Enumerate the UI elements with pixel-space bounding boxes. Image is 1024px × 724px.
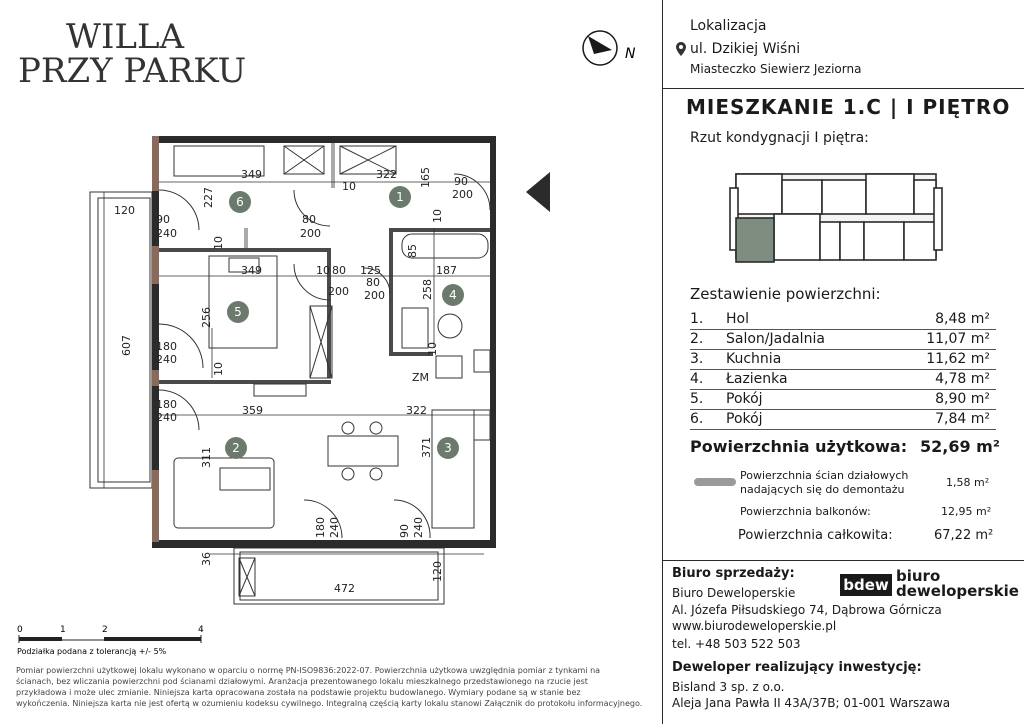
svg-text:180: 180 xyxy=(156,340,177,353)
svg-text:227: 227 xyxy=(202,187,215,208)
brand-line-1: WILLA xyxy=(66,17,185,57)
svg-text:359: 359 xyxy=(242,404,263,417)
svg-text:90: 90 xyxy=(398,524,411,538)
balcony-bottom xyxy=(234,548,444,604)
svg-text:90: 90 xyxy=(156,213,170,226)
svg-text:80: 80 xyxy=(302,213,316,226)
svg-text:125: 125 xyxy=(360,264,381,277)
logo-mark: bdew xyxy=(840,574,892,596)
svg-text:240: 240 xyxy=(156,227,177,240)
developer-name: Bisland 3 sp. z o.o. xyxy=(672,680,785,694)
developer-address: Aleja Jana Pawła II 43A/37B; 01-001 Warszawa xyxy=(672,696,951,710)
svg-text:ZM: ZM xyxy=(412,371,430,384)
svg-text:180: 180 xyxy=(156,398,177,411)
balcony-value: 12,95 m² xyxy=(941,505,992,518)
svg-text:607: 607 xyxy=(120,335,133,356)
scale-bar xyxy=(14,622,214,658)
svg-text:200: 200 xyxy=(328,285,349,298)
room-label-5: 5 xyxy=(234,305,242,319)
svg-text:240: 240 xyxy=(328,517,341,538)
svg-text:80: 80 xyxy=(366,276,380,289)
total-area-value: 67,22 m² xyxy=(934,528,994,543)
svg-text:240: 240 xyxy=(156,411,177,424)
room-label-2: 2 xyxy=(232,441,240,455)
sales-title: Biuro sprzedaży: xyxy=(672,566,795,581)
floor-plan-label: Rzut kondygnacji I piętra: xyxy=(690,130,869,146)
vertical-divider xyxy=(662,0,663,724)
compass-icon xyxy=(580,28,640,72)
logo-text-1: biuro xyxy=(896,567,941,585)
svg-text:0: 0 xyxy=(17,625,23,635)
svg-text:200: 200 xyxy=(452,188,473,201)
key-plan xyxy=(722,168,962,272)
map-pin-icon xyxy=(676,42,686,60)
svg-text:200: 200 xyxy=(300,227,321,240)
svg-text:371: 371 xyxy=(420,437,433,458)
logo-text-2: deweloperskie xyxy=(896,582,1019,600)
total-area-label: Powierzchnia całkowita: xyxy=(738,528,893,543)
svg-text:10: 10 xyxy=(316,264,330,277)
biuro-deweloperskie-logo xyxy=(840,567,1019,600)
svg-text:4: 4 xyxy=(198,625,204,635)
room-label-1: 1 xyxy=(396,190,404,204)
walls-label-1: Powierzchnia ścian działowych xyxy=(740,469,909,482)
svg-text:10: 10 xyxy=(342,180,356,193)
sales-name: Biuro Deweloperskie xyxy=(672,586,796,600)
room-row: 2. Salon/Jadalnia 11,07 m² xyxy=(690,330,996,350)
room-label-3: 3 xyxy=(444,441,452,455)
room-row: 1. Hol 8,48 m² xyxy=(690,310,996,330)
svg-text:240: 240 xyxy=(156,353,177,366)
divider-under-location xyxy=(662,88,1024,89)
svg-text:322: 322 xyxy=(376,168,397,181)
walls-label-2: nadających się do demontażu xyxy=(740,483,905,496)
svg-text:322: 322 xyxy=(406,404,427,417)
svg-text:258: 258 xyxy=(421,279,434,300)
svg-text:240: 240 xyxy=(412,517,425,538)
svg-text:2: 2 xyxy=(102,625,108,635)
usable-area-label: Powierzchnia użytkowa: xyxy=(690,437,908,456)
sales-address: Al. Józefa Piłsudskiego 74, Dąbrowa Górnicza xyxy=(672,603,942,617)
apartment-title: MIESZKANIE 1.C | I PIĘTRO xyxy=(686,95,1011,119)
walls-value: 1,58 m² xyxy=(946,476,990,489)
svg-text:36: 36 xyxy=(200,552,213,566)
location-street: ul. Dzikiej Wiśni xyxy=(690,41,801,57)
location-title: Lokalizacja xyxy=(690,18,767,34)
sales-phone[interactable]: tel. +48 503 522 503 xyxy=(672,637,801,651)
compass-label: N xyxy=(625,46,636,62)
svg-text:180: 180 xyxy=(314,517,327,538)
entrance-arrow-icon xyxy=(526,172,550,212)
balcony-label: Powierzchnia balkonów: xyxy=(740,505,871,518)
room-label-6: 6 xyxy=(236,195,244,209)
demolition-walls-swatch xyxy=(694,478,736,486)
svg-text:10: 10 xyxy=(426,342,439,356)
rooms-table xyxy=(690,310,996,430)
sales-website-link[interactable]: www.biurodeweloperskie.pl xyxy=(672,619,837,633)
disclaimer: Pomiar powierzchni użytkowej lokalu wykonano w oparciu o normę PN-ISO9836:2022-07. Powierzchnia użytkowa uwzględnia pomiar z tynkami na ścianach, bez wliczania powierzchni pod ścianami działowymi. Aranżacja prezentowanego lokalu mieszkalnego przedstawionego na rzucie jest przykładowa i może ulec zmianie. Niniejsza karta opracowana została na podstawie projektu budowlanego. Wymiary podane są w stanie bez wykończenia. Niniejsza karta nie jest ofertą w ozumieniu kodeksu cywilnego. Integralną częścią karty lokalu stanowi Załącznik do protokołu informacyjnego. xyxy=(16,666,643,708)
svg-text:256: 256 xyxy=(200,307,213,328)
summary-title: Zestawienie powierzchni: xyxy=(690,285,881,303)
svg-text:349: 349 xyxy=(241,168,262,181)
svg-text:90: 90 xyxy=(454,175,468,188)
room-row: 3. Kuchnia 11,62 m² xyxy=(690,350,996,370)
svg-text:187: 187 xyxy=(436,264,457,277)
room-row: 6. Pokój 7,84 m² xyxy=(690,410,996,430)
svg-text:80: 80 xyxy=(332,264,346,277)
key-plan-highlight xyxy=(736,218,774,262)
brand-line-2: PRZY PARKU xyxy=(18,51,247,91)
svg-text:349: 349 xyxy=(241,264,262,277)
svg-text:200: 200 xyxy=(364,289,385,302)
svg-text:10: 10 xyxy=(212,362,225,376)
usable-area-value: 52,69 m² xyxy=(920,437,1000,456)
svg-text:1: 1 xyxy=(60,625,66,635)
divider-above-sales xyxy=(662,560,1024,561)
svg-text:120: 120 xyxy=(114,204,135,217)
svg-text:10: 10 xyxy=(431,209,444,223)
scale-note: Podziałka podana z tolerancją +/- 5% xyxy=(17,647,167,656)
svg-text:10: 10 xyxy=(212,236,225,250)
svg-text:85: 85 xyxy=(406,244,419,258)
svg-text:165: 165 xyxy=(419,167,432,188)
svg-text:120: 120 xyxy=(431,561,444,582)
room-row: 4. Łazienka 4,78 m² xyxy=(690,370,996,390)
room-label-4: 4 xyxy=(449,288,457,302)
room-row: 5. Pokój 8,90 m² xyxy=(690,390,996,410)
svg-text:311: 311 xyxy=(200,447,213,468)
svg-text:472: 472 xyxy=(334,582,355,595)
floor-plan xyxy=(84,128,564,608)
location-town: Miasteczko Siewierz Jeziorna xyxy=(690,62,862,76)
developer-title: Deweloper realizujący inwestycję: xyxy=(672,660,922,675)
